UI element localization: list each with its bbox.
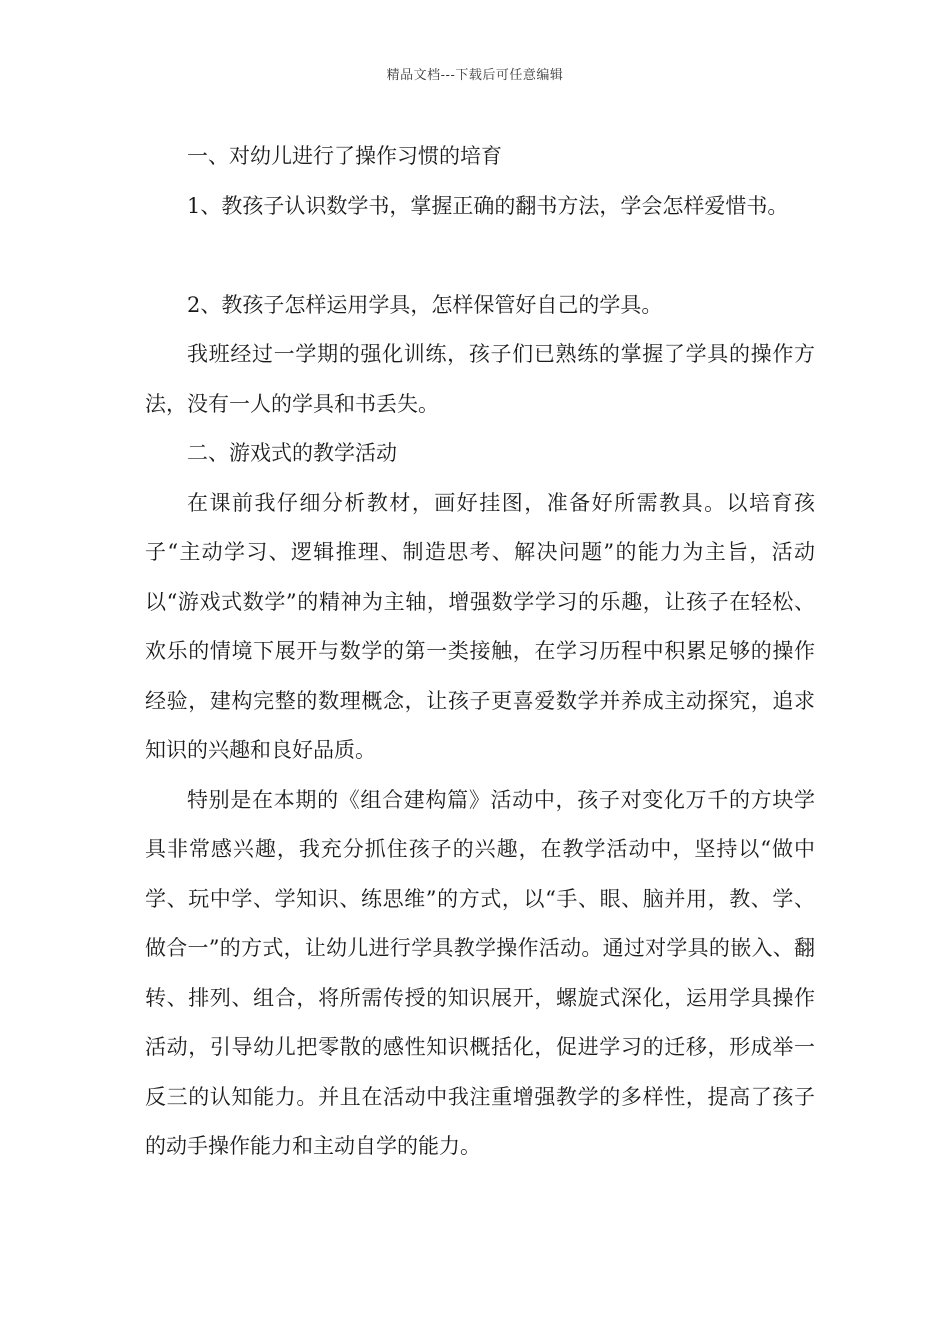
section-heading-2: 二、游戏式的教学活动	[187, 441, 397, 465]
page-header: 精品文档---下载后可任意编辑	[386, 68, 564, 83]
paragraph-game-teaching: 在课前我仔细分析教材，画好挂图，准备好所需教具。以培育孩子“主动学习、逻辑推理、制造思考、解决问题”的能力为主旨，活动以“游戏式数学”的精神为主轴，增强数学学习的乐趣，让孩子在轻松、欢乐的情境下展开与数学的第一类接触，在学习历程中积累足够的操作经验，建构完整的数理概念，让孩子更喜爱数学并养成主动探究，追求知识的兴趣和良好品质。	[145, 490, 815, 762]
document-body	[145, 132, 815, 1172]
section-heading-1: 一、对幼儿进行了操作习惯的培育	[187, 144, 502, 168]
list-item-1: 1、教孩子认识数学书，掌握正确的翻书方法，学会怎样爱惜书。	[187, 193, 789, 218]
list-item-2: 2、教孩子怎样运用学具，怎样保管好自己的学具。	[187, 292, 663, 317]
paragraph-combination-construction: 特别是在本期的《组合建构篇》活动中，孩子对变化万千的方块学具非常感兴趣，我充分抓住孩子的兴趣，在教学活动中，坚持以“做中学、玩中学、学知识、练思维”的方式，以“手、眼、脑并用，教、学、做合一”的方式，让幼儿进行学具教学操作活动。通过对学具的嵌入、翻转、排列、组合，将所需传授的知识展开，螺旋式深化，运用学具操作活动，引导幼儿把零散的感性知识概括化，促进学习的迁移，形成举一反三的认知能力。并且在活动中我注重增强教学的多样性，提高了孩子的动手操作能力和主动自学的能力。	[145, 787, 815, 1158]
paragraph-training-result: 我班经过一学期的强化训练，孩子们已熟练的掌握了学具的操作方法，没有一人的学具和书丢失。	[145, 342, 815, 416]
